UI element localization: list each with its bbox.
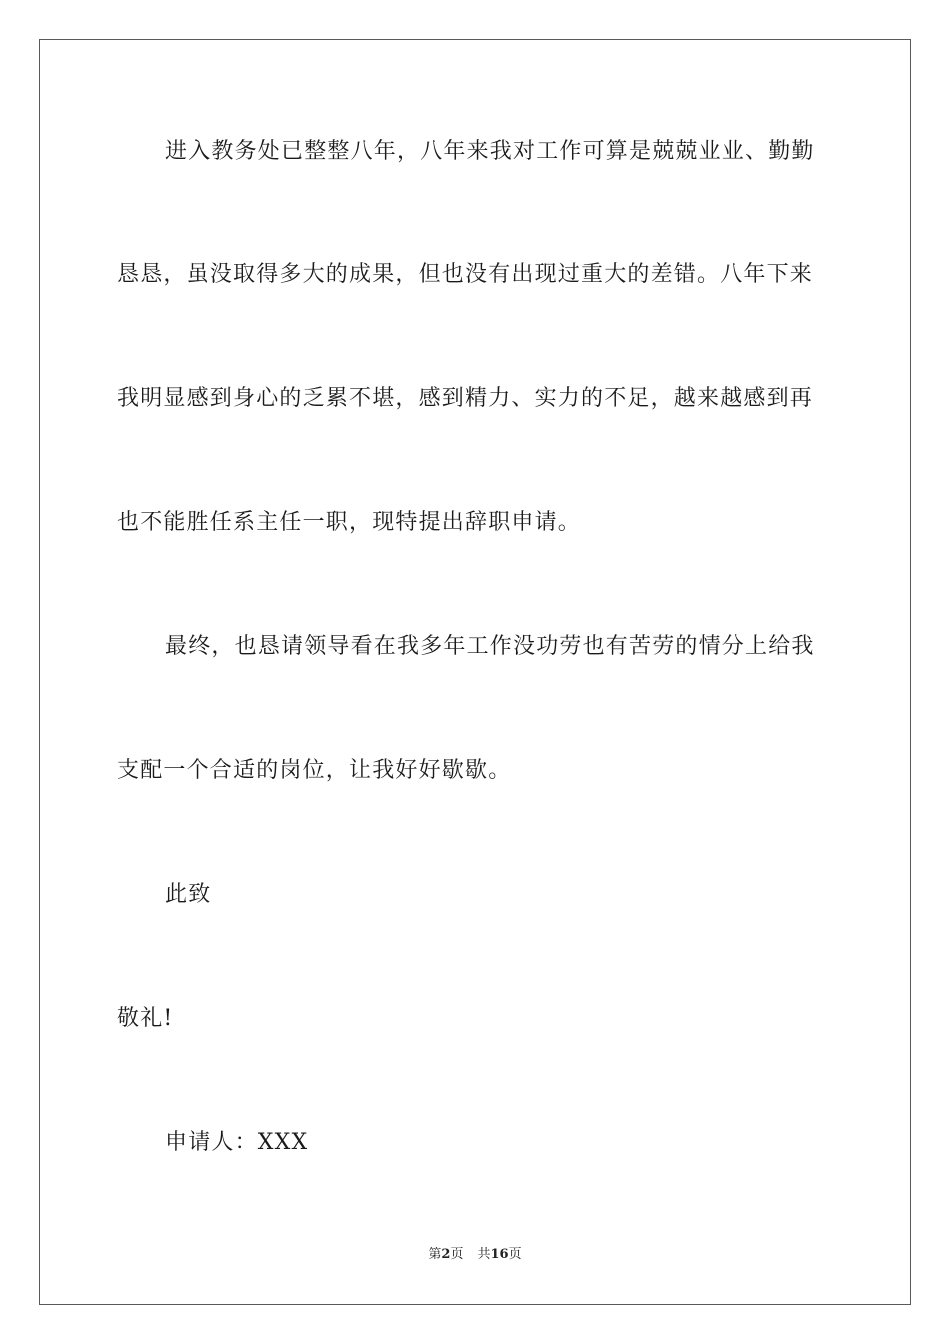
page-frame [39,39,911,1305]
paragraph-1-line-1: 进入教务处已整整八年，八年来我对工作可算是兢兢业业、勤勤 [165,139,815,164]
footer-total-suffix: 页 [508,1247,522,1262]
paragraph-1-line-2: 恳恳，虽没取得多大的成果，但也没有出现过重大的差错。八年下来 [117,262,814,287]
footer-page-suffix: 页 [450,1247,464,1262]
applicant-signature: 申请人：XXX [165,1130,309,1155]
paragraph-1-line-4: 也不能胜任系主任一职，现特提出辞职申请。 [117,510,582,535]
footer-total-prefix: 共 [477,1247,491,1262]
page-footer [0,1246,950,1264]
footer-page-prefix: 第 [428,1247,442,1262]
closing-phrase: 此致 [165,882,212,907]
paragraph-1-line-3: 我明显感到身心的乏累不堪，感到精力、实力的不足，越来越感到再 [117,386,814,411]
paragraph-2-line-1: 最终，也恳请领导看在我多年工作没功劳也有苦劳的情分上给我 [165,634,815,659]
footer-total-pages: 16 [490,1247,509,1262]
paragraph-2-line-2: 支配一个合适的岗位，让我好好歇歇。 [117,758,512,783]
salutation: 敬礼! [117,1006,174,1031]
footer-page-number: 2 [441,1247,451,1262]
